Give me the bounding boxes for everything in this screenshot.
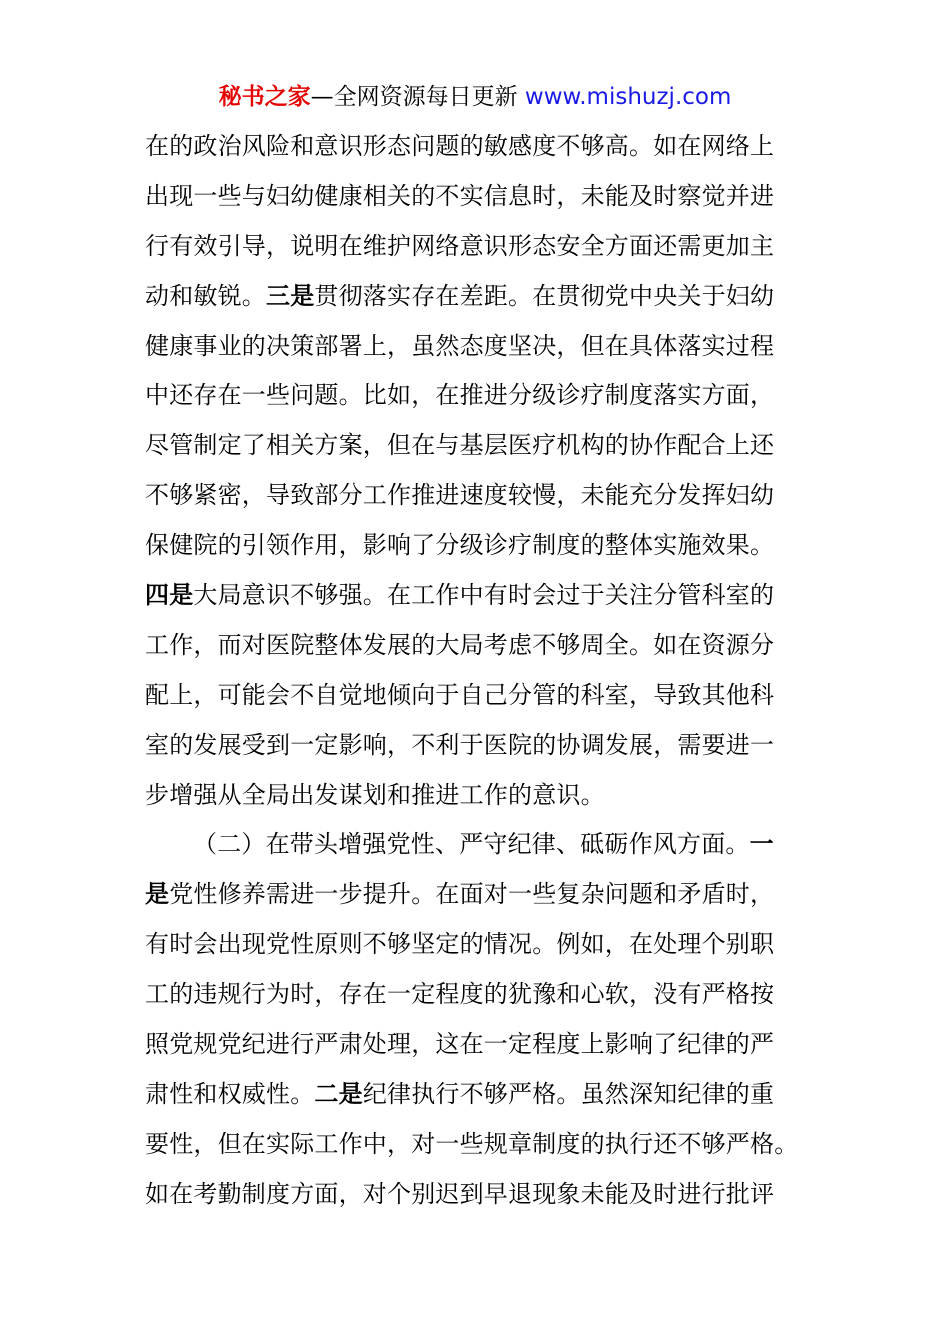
ordinal-marker: 三是 bbox=[266, 281, 315, 310]
text-line bbox=[145, 721, 805, 771]
text-line bbox=[145, 771, 805, 821]
text-run: 贯彻落实存在差距。在贯彻党中央关于妇幼 bbox=[314, 281, 775, 310]
ordinal-marker: 二是 bbox=[314, 1079, 363, 1108]
text-run: 配上，可能会不自觉地倾向于自己分管的科室，导致其他科 bbox=[145, 680, 775, 709]
text-run: 照党规党纪进行严肃处理，这在一定程度上影响了纪律的严 bbox=[145, 1030, 775, 1059]
text-run: 肃性和权威性。 bbox=[145, 1079, 315, 1108]
text-line bbox=[145, 571, 805, 621]
header-tagline: —全网资源每日更新 bbox=[310, 84, 525, 110]
text-line bbox=[145, 1020, 805, 1070]
text-run: 工的违规行为时，存在一定程度的犹豫和心软，没有严格按 bbox=[145, 980, 775, 1009]
ordinal-marker: 一 bbox=[749, 830, 774, 859]
text-line bbox=[145, 1070, 805, 1120]
text-run: 要性，但在实际工作中，对一些规章制度的执行还不够严格。 bbox=[145, 1129, 799, 1158]
text-line bbox=[145, 322, 805, 372]
section-heading: （二）在带头增强党性、严守纪律、砥砺作风方面。 bbox=[193, 830, 750, 859]
text-run: 尽管制定了相关方案，但在与基层医疗机构的协作配合上还 bbox=[145, 431, 775, 460]
text-run: 行有效引导，说明在维护网络意识形态安全方面还需更加主 bbox=[145, 231, 775, 260]
text-run: 大局意识不够强。在工作中有时会过于关注分管科室的 bbox=[193, 581, 775, 610]
text-run: 室的发展受到一定影响，不利于医院的协调发展，需要进一 bbox=[145, 730, 775, 759]
text-line bbox=[145, 222, 805, 272]
text-line bbox=[145, 621, 805, 671]
text-line bbox=[145, 521, 805, 571]
text-run: 在的政治风险和意识形态问题的敏感度不够高。如在网络上 bbox=[145, 132, 775, 160]
ordinal-marker: 是 bbox=[145, 880, 170, 909]
site-url-link[interactable]: www.mishuzj.com bbox=[524, 84, 732, 110]
text-run: 如在考勤制度方面，对个别迟到早退现象未能及时进行批评 bbox=[145, 1179, 775, 1208]
text-line bbox=[145, 671, 805, 721]
document-body bbox=[145, 122, 805, 1220]
text-line bbox=[145, 870, 805, 920]
text-line bbox=[145, 272, 805, 322]
text-run: 党性修养需进一步提升。在面对一些复杂问题和矛盾时， bbox=[169, 880, 775, 909]
text-run: 保健院的引领作用，影响了分级诊疗制度的整体实施效果。 bbox=[145, 531, 775, 560]
text-run: 出现一些与妇幼健康相关的不实信息时，未能及时察觉并进 bbox=[145, 181, 775, 210]
text-run: 纪律执行不够严格。虽然深知纪律的重 bbox=[362, 1079, 775, 1108]
text-run: 步增强从全局出发谋划和推进工作的意识。 bbox=[145, 780, 605, 809]
ordinal-marker: 四是 bbox=[145, 581, 194, 610]
text-line bbox=[145, 421, 805, 471]
text-line bbox=[145, 371, 805, 421]
text-run: 有时会出现党性原则不够坚定的情况。例如，在处理个别职 bbox=[145, 930, 775, 959]
section-heading-line bbox=[145, 820, 805, 870]
text-run: 不够紧密，导致部分工作推进速度较慢，未能充分发挥妇幼 bbox=[145, 481, 775, 510]
text-run: 中还存在一些问题。比如，在推进分级诊疗制度落实方面， bbox=[145, 381, 775, 410]
text-line bbox=[145, 970, 805, 1020]
text-run: 工作，而对医院整体发展的大局考虑不够周全。如在资源分 bbox=[145, 630, 775, 659]
text-line bbox=[145, 1120, 805, 1170]
text-run: 动和敏锐。 bbox=[145, 281, 266, 310]
brand-name: 秘书之家 bbox=[218, 84, 311, 110]
text-line bbox=[145, 122, 805, 172]
page-header bbox=[0, 80, 950, 114]
text-run: 健康事业的决策部署上，虽然态度坚决，但在具体落实过程 bbox=[145, 331, 775, 360]
text-line bbox=[145, 172, 805, 222]
text-line bbox=[145, 920, 805, 970]
text-line bbox=[145, 1170, 805, 1220]
text-line bbox=[145, 471, 805, 521]
